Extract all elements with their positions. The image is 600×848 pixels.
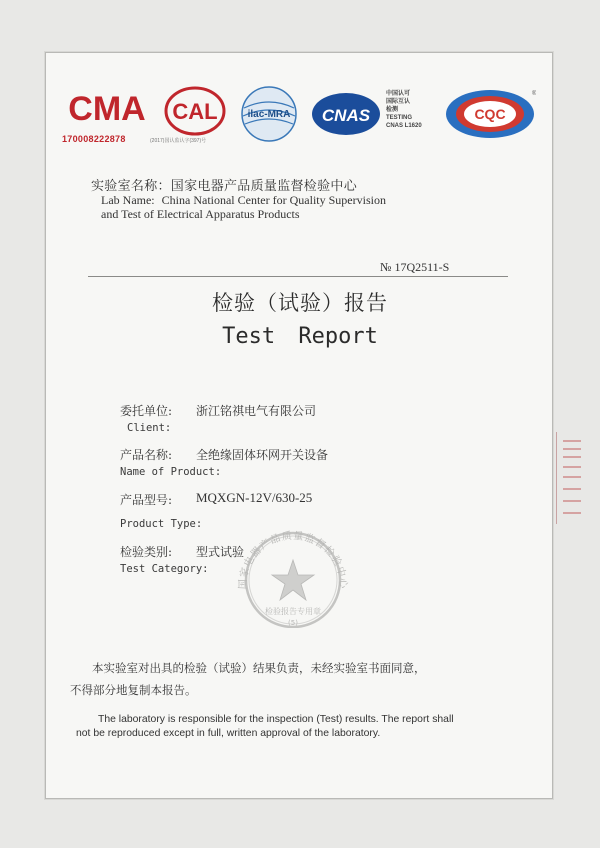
cal-logo-text: CAL bbox=[172, 99, 218, 124]
category-label-zh: 检验类别: bbox=[120, 545, 173, 559]
cqc-logo-text: CQC bbox=[474, 106, 506, 122]
lab-name-line2: and Test of Electrical Apparatus Products bbox=[101, 207, 300, 221]
ilac-mra-logo bbox=[238, 86, 300, 142]
product-type-label-en: Product Type: bbox=[120, 518, 203, 530]
client-label-en: Client: bbox=[127, 422, 172, 434]
client-value: 浙江铭祺电气有限公司 bbox=[196, 404, 317, 418]
client-label-zh: 委托单位: bbox=[120, 404, 173, 418]
product-name-label-en: Name of Product: bbox=[120, 466, 222, 478]
seal-subtext: 检验报告专用章 bbox=[265, 607, 321, 616]
embossed-seal bbox=[232, 524, 354, 628]
ilac-logo-text: ilac-MRA bbox=[247, 109, 291, 120]
disclaimer-en-line2: not be reproduced except in full, written approval of the laboratory. bbox=[76, 728, 381, 739]
lab-name-line1: China National Center for Quality Supervision bbox=[161, 193, 386, 207]
header-divider bbox=[88, 276, 508, 277]
cnas-logo bbox=[311, 92, 381, 136]
cma-logo bbox=[66, 88, 148, 128]
product-type-label-zh: 产品型号: bbox=[120, 493, 173, 507]
cnas-logo-text: CNAS bbox=[321, 106, 371, 125]
lab-name-english bbox=[101, 193, 461, 221]
cma-number: 170008222878 bbox=[62, 134, 126, 144]
disclaimer-zh-line1: 本实验室对出具的检验（试验）结果负责，未经实验室书面同意， bbox=[92, 661, 426, 675]
disclaimer-zh-line2: 不得部分地复制本报告。 bbox=[70, 683, 197, 697]
cma-logo-text: CMA bbox=[68, 90, 146, 128]
category-label-en: Test Category: bbox=[120, 563, 209, 575]
disclaimer-chinese bbox=[70, 657, 530, 701]
product-name-value: 全绝缘固体环网开关设备 bbox=[196, 448, 329, 462]
report-number: № 17Q2511-S bbox=[380, 260, 450, 274]
report-title-chinese: 检验（试验）报告 bbox=[212, 291, 388, 315]
cqc-logo bbox=[444, 88, 536, 140]
cnas-line: 国际互认 bbox=[386, 99, 411, 105]
product-type-value: MQXGN-12V/630-25 bbox=[196, 490, 313, 505]
lab-name-label: Lab Name: bbox=[101, 193, 155, 207]
seal-code: (5) bbox=[288, 619, 298, 627]
page-edge-stamp-fragment bbox=[556, 432, 585, 524]
cnas-line: CNAS L1620 bbox=[386, 123, 422, 129]
report-title-english: Test Report bbox=[222, 324, 378, 349]
disclaimer-english bbox=[76, 713, 536, 741]
disclaimer-en-line1: The laboratory is responsible for the inspection (Test) results. The report shall bbox=[98, 714, 454, 725]
product-name-label-zh: 产品名称: bbox=[120, 448, 173, 462]
lab-name-chinese: 实验室名称：国家电器产品质量监督检验中心 bbox=[91, 179, 358, 194]
cnas-line: TESTING bbox=[386, 115, 413, 121]
cnas-line: 中国认可 bbox=[386, 91, 411, 97]
category-value: 型式试验 bbox=[196, 545, 245, 559]
cal-note: (2017)国认监认字(397)号 bbox=[150, 138, 207, 144]
seal-text: 国家电器产品质量监督检验中心 bbox=[237, 530, 349, 590]
svg-text:®: ® bbox=[532, 91, 536, 97]
cnas-accreditation-text bbox=[386, 90, 446, 130]
cnas-line: 检测 bbox=[386, 107, 399, 113]
cal-logo bbox=[164, 86, 226, 136]
